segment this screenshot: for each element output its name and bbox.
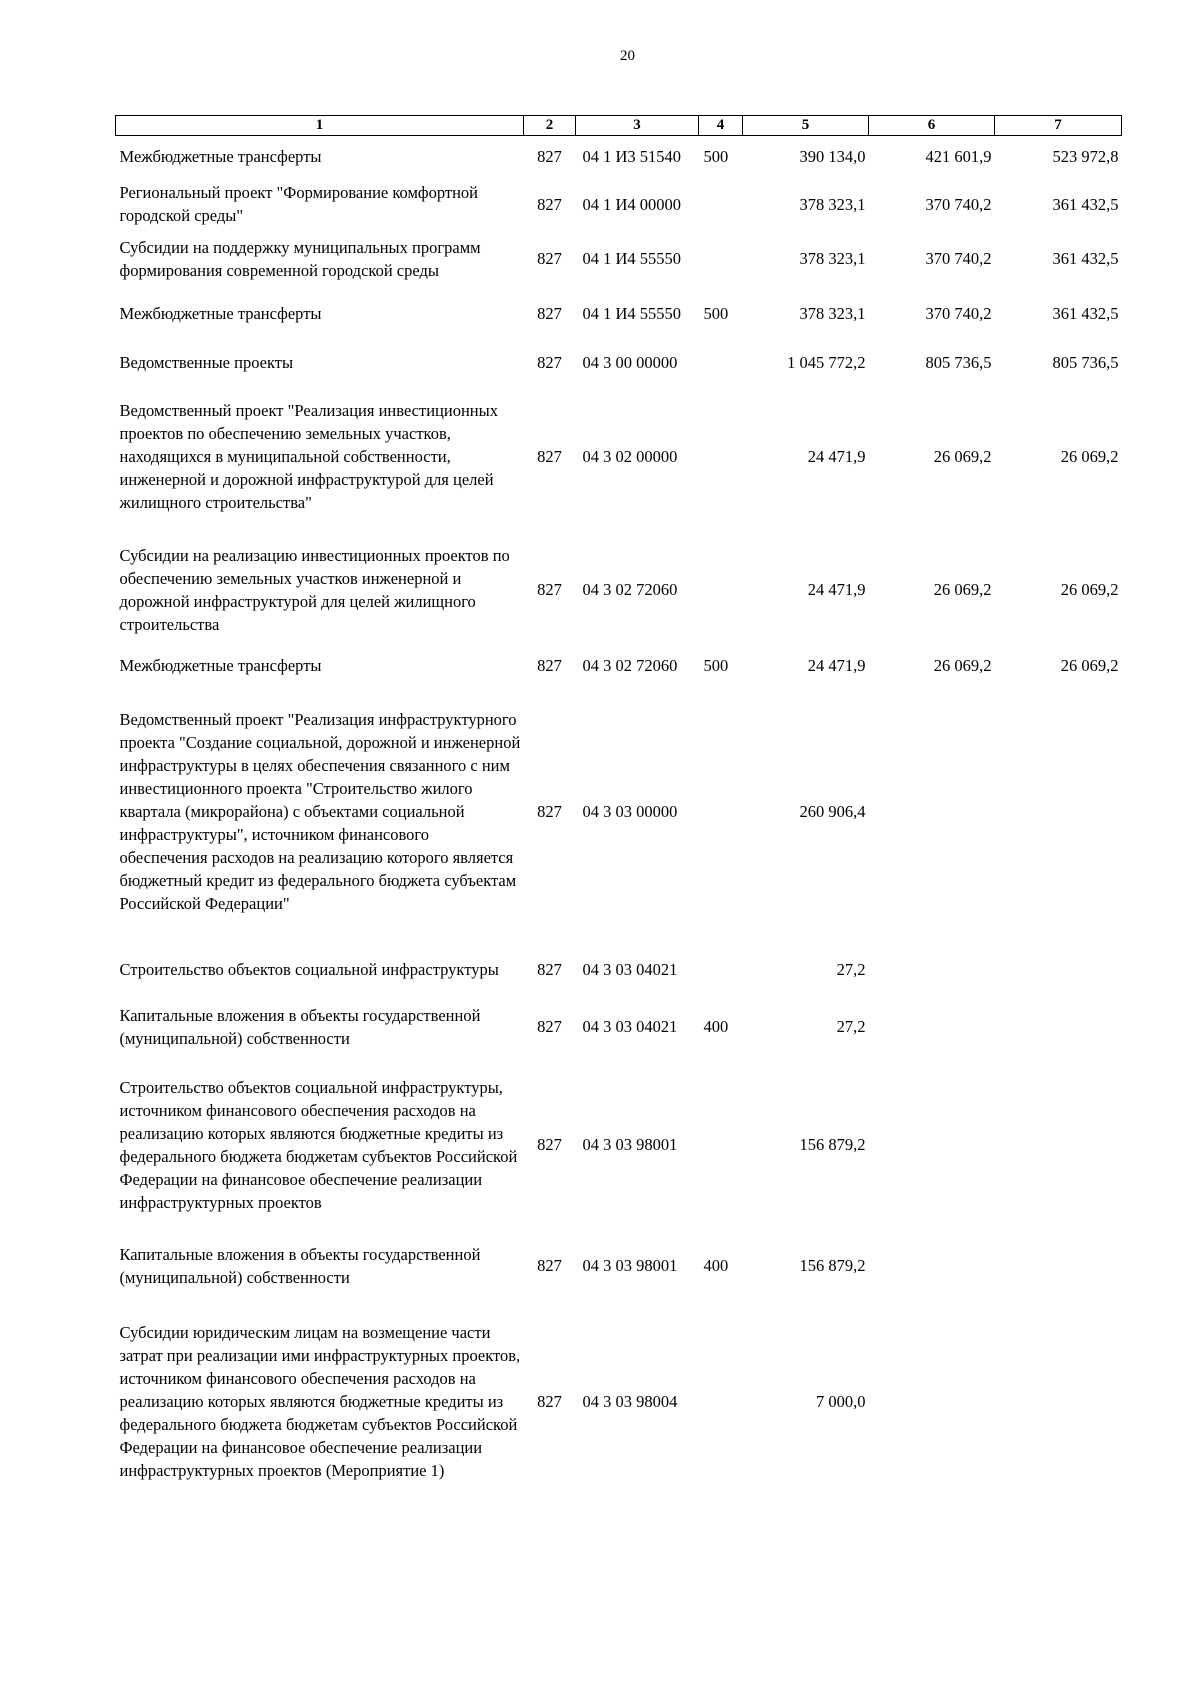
page-number: 20 (620, 48, 635, 64)
row-name: Субсидии на реализацию инвестиционных проектов по обеспечению земельных участков инженерной и дорожной инфраструктурой для целей жилищного строительства (119, 545, 510, 634)
row-vr (699, 231, 743, 287)
row-amount-year-3 (995, 681, 1122, 943)
table-row (116, 529, 1122, 651)
row-grbs: 827 (537, 656, 562, 675)
table-row (116, 651, 1122, 681)
row-code: 04 3 03 04021 (582, 960, 678, 979)
table-row (116, 384, 1122, 529)
row-code: 04 3 02 00000 (582, 446, 678, 466)
budget-table (115, 115, 1122, 1504)
table-row (116, 341, 1122, 384)
table-row (116, 136, 1122, 178)
column-header-2: 2 (524, 116, 576, 136)
row-vr (699, 178, 743, 231)
row-amount-year-1: 156 879,2 (799, 1256, 866, 1275)
row-amount-year-2: 370 740,2 (925, 249, 992, 268)
row-code: 04 1 И4 55550 (582, 304, 682, 323)
row-amount-year-3 (995, 943, 1122, 997)
row-vr (699, 529, 743, 651)
row-code: 04 1 И4 55550 (582, 249, 682, 268)
row-name: Региональный проект "Формирование комфортной городской среды" (119, 183, 478, 225)
row-amount-year-2: 26 069,2 (933, 446, 992, 466)
row-amount-year-1: 27,2 (836, 960, 866, 979)
row-name: Межбюджетные трансферты (119, 147, 322, 167)
row-name: Субсидии на поддержку муниципальных программ формирования современной городской среды (119, 237, 481, 280)
row-grbs: 827 (537, 147, 562, 167)
table-row (116, 287, 1122, 341)
row-vr (699, 1057, 743, 1233)
row-amount-year-1: 378 323,1 (799, 249, 866, 268)
row-vr (699, 1299, 743, 1504)
row-name: Ведомственные проекты (119, 352, 294, 372)
row-grbs: 827 (537, 249, 562, 268)
row-code: 04 3 03 04021 (582, 1017, 678, 1036)
row-name: Капитальные вложения в объекты государственной (муниципальной) собственности (119, 1005, 481, 1048)
table-row (116, 1057, 1122, 1233)
row-name: Капитальные вложения в объекты государственной (муниципальной) собственности (119, 1244, 481, 1287)
row-amount-year-2 (869, 1299, 995, 1504)
row-amount-year-3: 26 069,2 (1060, 446, 1119, 466)
row-amount-year-3: 523 972,8 (1052, 147, 1119, 167)
row-amount-year-3: 361 432,5 (1052, 304, 1119, 323)
row-amount-year-1: 24 471,9 (807, 580, 866, 599)
row-grbs: 827 (537, 194, 562, 214)
row-code: 04 3 03 98004 (582, 1391, 678, 1411)
column-header-4: 4 (699, 116, 743, 136)
column-header-6: 6 (869, 116, 995, 136)
row-amount-year-2: 370 740,2 (925, 304, 992, 323)
row-vr: 500 (703, 656, 729, 675)
row-name: Ведомственный проект "Реализация инвестиционных проектов по обеспечению земельных участков, находящихся в муниципальной собственности, инженерной и дорожной инфраструктурой для целей жилищного строительства" (119, 400, 498, 512)
column-header-7: 7 (995, 116, 1122, 136)
row-amount-year-3 (995, 1299, 1122, 1504)
row-grbs: 827 (537, 802, 562, 821)
row-amount-year-2: 26 069,2 (933, 656, 992, 675)
row-amount-year-1: 7 000,0 (816, 1391, 866, 1411)
table-row (116, 1233, 1122, 1299)
table-row (116, 1299, 1122, 1504)
row-amount-year-2 (869, 681, 995, 943)
row-amount-year-2: 421 601,9 (925, 147, 992, 167)
row-grbs: 827 (537, 1391, 562, 1411)
row-amount-year-3: 26 069,2 (1060, 580, 1119, 599)
row-code: 04 1 И3 51540 (582, 147, 682, 167)
row-amount-year-2: 805 736,5 (925, 352, 992, 372)
table-header-row (116, 116, 1122, 136)
row-name: Ведомственный проект "Реализация инфраструктурного проекта "Создание социальной, дорожной и инженерной инфраструктуры в целях обеспечения связанного с ним инвестиционного проекта "Строительство жилого квартала (микрорайона) с объектами социальной инфраструктуры", источником финансового обеспечения расходов на реализацию которого является бюджетный кредит из федерального бюджета субъектам Российской Федерации" (119, 710, 521, 913)
table-row (116, 943, 1122, 997)
row-amount-year-2: 26 069,2 (933, 580, 992, 599)
row-vr: 400 (703, 1256, 729, 1275)
row-amount-year-1: 1 045 772,2 (787, 352, 866, 372)
row-grbs: 827 (537, 960, 562, 979)
row-vr (699, 384, 743, 529)
row-name: Субсидии юридическим лицам на возмещение части затрат при реализации ими инфраструктурных проектов, источником финансового обеспечения расходов на реализацию которых являются бюджетные кредиты из федерального бюджета бюджетам субъектов Российской Федерации на финансовое обеспечение реализации инфраструктурных проектов (Мероприятие 1) (119, 1322, 521, 1480)
table-row (116, 681, 1122, 943)
row-amount-year-2 (869, 1233, 995, 1299)
row-amount-year-1: 24 471,9 (807, 656, 866, 675)
row-amount-year-2 (869, 1057, 995, 1233)
row-amount-year-3: 361 432,5 (1052, 249, 1119, 268)
row-code: 04 3 03 98001 (582, 1135, 678, 1154)
row-amount-year-3: 361 432,5 (1052, 194, 1119, 214)
row-amount-year-3 (995, 997, 1122, 1057)
row-code: 04 1 И4 00000 (582, 194, 682, 214)
row-grbs: 827 (537, 580, 562, 599)
row-amount-year-1: 378 323,1 (799, 194, 866, 214)
row-grbs: 827 (537, 1256, 562, 1275)
row-code: 04 3 00 00000 (582, 352, 678, 372)
row-amount-year-3 (995, 1057, 1122, 1233)
row-amount-year-1: 390 134,0 (799, 147, 866, 167)
row-grbs: 827 (537, 446, 562, 466)
table-row (116, 997, 1122, 1057)
row-amount-year-2 (869, 997, 995, 1057)
row-code: 04 3 02 72060 (582, 580, 678, 599)
row-amount-year-3: 805 736,5 (1052, 352, 1119, 372)
row-grbs: 827 (537, 1135, 562, 1154)
row-grbs: 827 (537, 352, 562, 372)
table-row (116, 231, 1122, 287)
row-name: Межбюджетные трансферты (119, 656, 322, 675)
row-amount-year-2 (869, 943, 995, 997)
column-header-5: 5 (743, 116, 869, 136)
row-amount-year-1: 27,2 (836, 1017, 866, 1036)
row-grbs: 827 (537, 304, 562, 323)
row-vr: 500 (703, 304, 729, 323)
row-name: Строительство объектов социальной инфраструктуры, источником финансового обеспечения расходов на реализацию которых являются бюджетные кредиты из федерального бюджета бюджетам субъектов Российской Федерации на финансовое обеспечение реализации инфраструктурных проектов (119, 1077, 518, 1212)
column-header-1: 1 (116, 116, 524, 136)
row-amount-year-2: 370 740,2 (925, 194, 992, 214)
row-vr: 400 (703, 1017, 729, 1036)
row-amount-year-1: 260 906,4 (799, 802, 866, 821)
row-amount-year-1: 24 471,9 (807, 446, 866, 466)
row-amount-year-1: 378 323,1 (799, 304, 866, 323)
row-vr (699, 943, 743, 997)
row-code: 04 3 03 98001 (582, 1256, 678, 1275)
row-code: 04 3 03 00000 (582, 802, 678, 821)
row-grbs: 827 (537, 1017, 562, 1036)
column-header-3: 3 (576, 116, 699, 136)
row-amount-year-3: 26 069,2 (1060, 656, 1119, 675)
row-code: 04 3 02 72060 (582, 656, 678, 675)
row-amount-year-3 (995, 1233, 1122, 1299)
row-name: Строительство объектов социальной инфраструктуры (119, 960, 499, 979)
row-amount-year-1: 156 879,2 (799, 1135, 866, 1154)
row-vr: 500 (703, 147, 729, 167)
row-name: Межбюджетные трансферты (119, 304, 322, 323)
table-row (116, 178, 1122, 231)
row-vr (699, 681, 743, 943)
row-vr (699, 341, 743, 384)
